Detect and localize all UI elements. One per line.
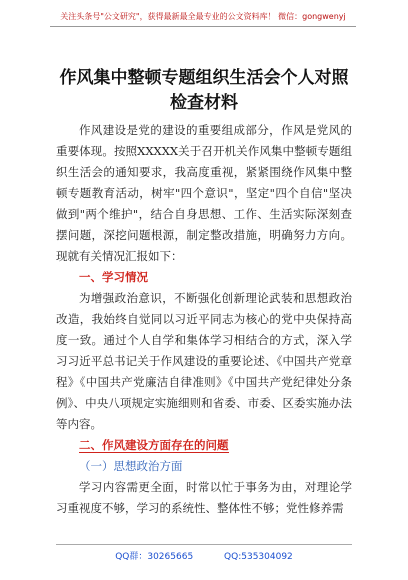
subsection-heading-political: （一）思想政治方面	[79, 459, 183, 473]
section-heading-study-text: 一、学习情况	[79, 270, 148, 284]
document-title: 作风集中整顿专题组织生活会个人对照检查材料	[59, 68, 349, 113]
footer-contact	[56, 544, 352, 562]
section-heading-problems-text: 二、作风建设方面存在的问题	[79, 438, 229, 452]
section-heading-problems	[56, 435, 352, 456]
footer-qq-group: QQ群：30265665	[115, 552, 194, 562]
intro-paragraph: 作风建设是党的建设的重要组成部分，作风是党风的重要体现。按照XXXXX关于召开机关作风集中整顿专题组织生活会的通知要求，我高度重视，紧紧围绕作风集中整顿专题教育活动，树牢"四个意识"，坚定"四个自信"坚决做到"两个维护"，结合自身思想、工作、生活实际深刻查摆问题，深挖问题根源，制定整改措施，明确努力方向。现就有关情况汇报如下：	[56, 123, 352, 263]
footer-qq: QQ:535304092	[224, 552, 293, 562]
section-heading-study	[56, 267, 352, 288]
document-body	[56, 120, 352, 519]
header-banner: 关注头条号"公文研究"，获得最新最全最专业的公文资料库！ 微信：gongwenyj	[50, 8, 356, 27]
study-paragraph: 为增强政治意识，不断强化创新理论武装和思想政治改造，我始终自觉同以习近平同志为核心的党中央保持高度一致。通过个人自学和集体学习相结合的方式，深入学习习近平总书记关于作风建设的重要论述、《中国共产党章程》《中国共产党廉洁自律准则》《中国共产党纪律处分条例》、中央八项规定实施细则和省委、市委、区委实施办法等内容。	[56, 291, 352, 431]
political-paragraph: 学习内容需更全面，时常以忙于事务为由，对理论学习重视度不够，学习的系统性、整体性不够；党性修养需	[56, 480, 352, 515]
